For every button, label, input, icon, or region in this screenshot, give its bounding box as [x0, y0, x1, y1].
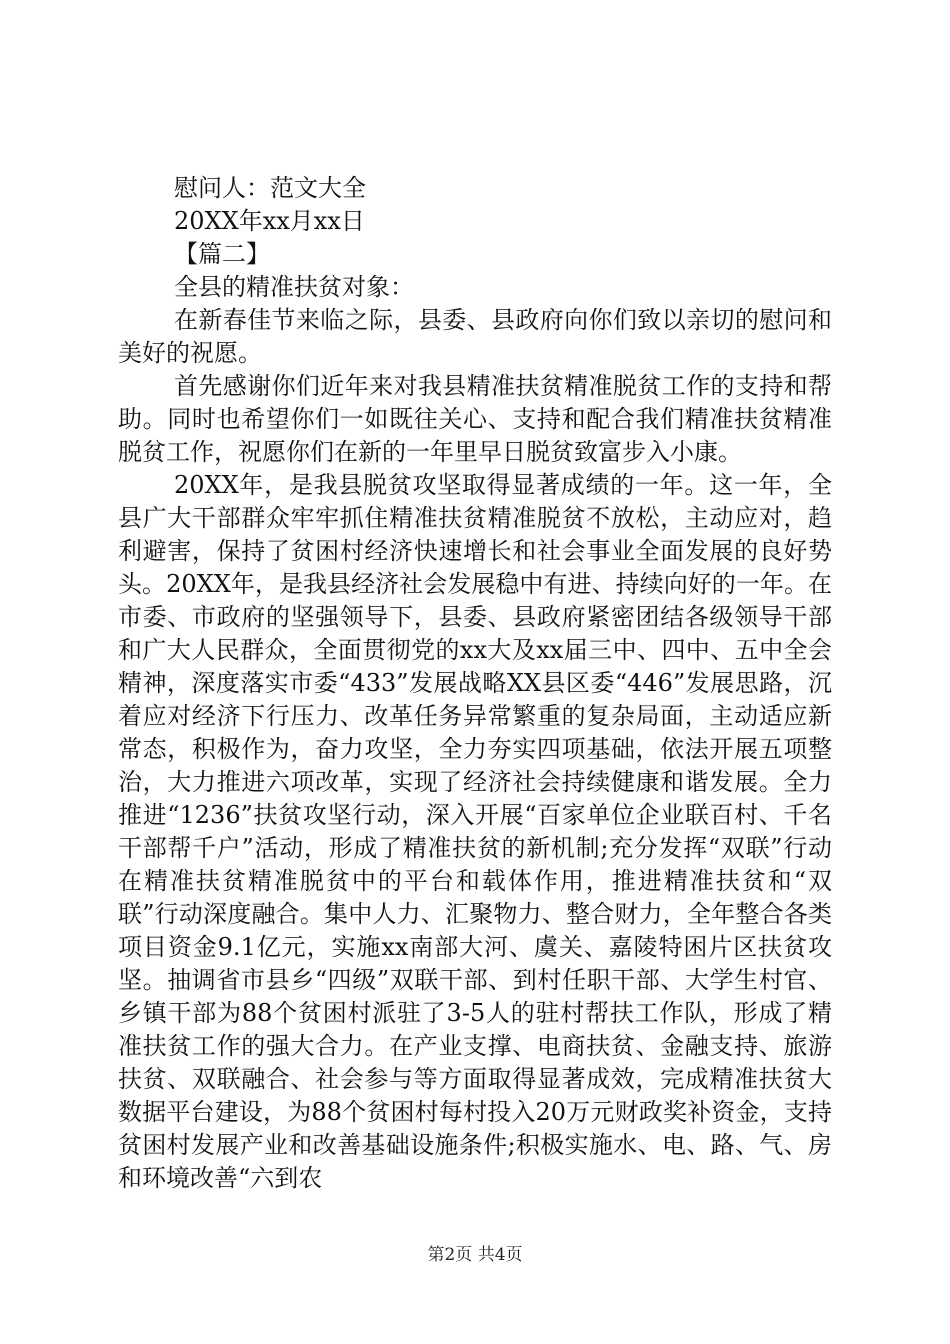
paragraph-thanks: 首先感谢你们近年来对我县精准扶贫精准脱贫工作的支持和帮助。同时也希望你们一如既往关心、支持和配合我们精准扶贫精准脱贫工作，祝愿你们在新的一年里早日脱贫致富步入小康。 — [118, 372, 832, 466]
section-heading: 【篇二】 — [174, 240, 270, 268]
paragraph-greeting: 在新春佳节来临之际，县委、县政府向你们致以亲切的慰问和美好的祝愿。 — [118, 306, 832, 367]
salutation: 全县的精准扶贫对象： — [174, 273, 414, 301]
document-body — [118, 172, 832, 1195]
paragraph-achievements: 20XX年，是我县脱贫攻坚取得显著成绩的一年。这一年，全县广大干部群众牢牢抓住精准扶贫精准脱贫不放松，主动应对，趋利避害，保持了贫困村经济快速增长和社会事业全面发展的良好势头。20XX年，是我县经济社会发展稳中有进、持续向好的一年。在市委、市政府的坚强领导下，县委、县政府紧密团结各级领导干部和广大人民群众，全面贯彻党的xx大及xx届三中、四中、五中全会精神，深度落实市委“433”发展战略XX县区委“446”发展思路，沉着应对经济下行压力、改革任务异常繁重的复杂局面，主动适应新常态，积极作为，奋力攻坚，全力夯实四项基础，依法开展五项整治，大力推进六项改革，实现了经济社会持续健康和谐发展。全力推进“1236”扶贫攻坚行动，深入开展“百家单位企业联百村、千名干部帮千户”活动，形成了精准扶贫的新机制;充分发挥“双联”行动在精准扶贫精准脱贫中的平台和载体作用，推进精准扶贫和“双联”行动深度融合。集中人力、汇聚物力、整合财力，全年整合各类项目资金9.1亿元，实施xx南部大河、虞关、嘉陵特困片区扶贫攻坚。抽调省市县乡“四级”双联干部、到村任职干部、大学生村官、乡镇干部为88个贫困村派驻了3-5人的驻村帮扶工作队，形成了精准扶贫工作的强大合力。在产业支撑、电商扶贫、金融支持、旅游扶贫、双联融合、社会参与等方面取得显著成效，完成精准扶贫大数据平台建设，为88个贫困村每村投入20万元财政奖补资金，支持贫困村发展产业和改善基础设施条件;积极实施水、电、路、气、房和环境改善“六到农 — [118, 471, 832, 1192]
sender-line: 慰问人：范文大全 — [174, 174, 366, 202]
page-number-footer: 第2页 共4页 — [427, 1245, 523, 1265]
date-line: 20XX年xx月xx日 — [174, 207, 365, 235]
